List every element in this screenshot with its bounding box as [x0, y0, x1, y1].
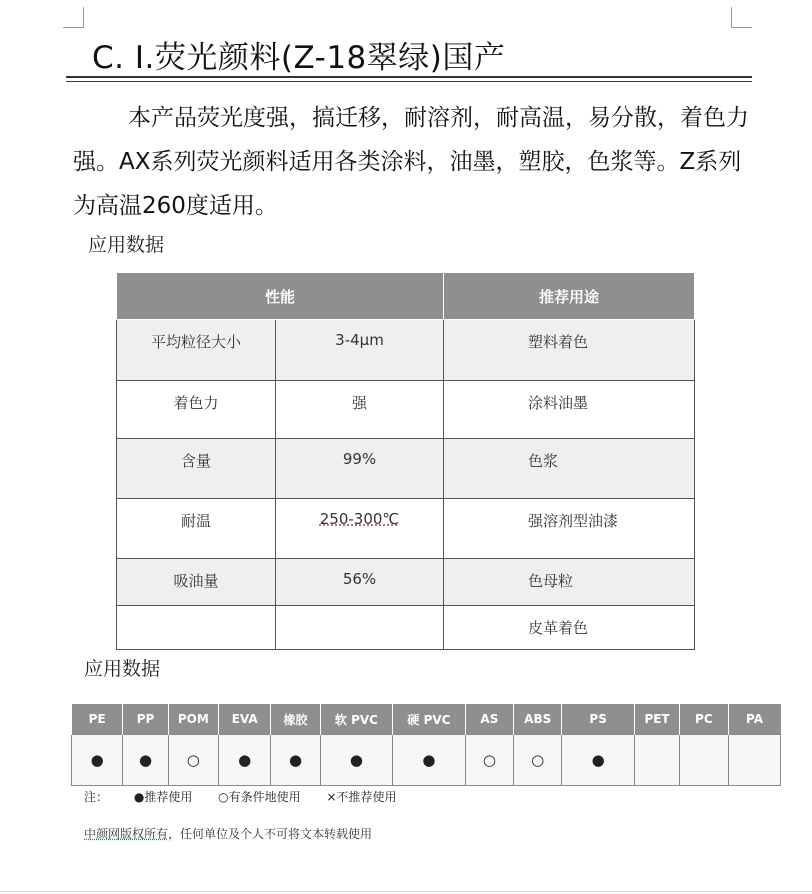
usage-cell: 涂料油墨 [444, 381, 695, 439]
column-header: 橡胶 [271, 704, 320, 735]
usage-cell: 强溶剂型油漆 [444, 499, 695, 559]
properties-table [116, 272, 695, 650]
usage-cell: 色母粒 [444, 559, 695, 606]
property-name: 平均粒径大小 [117, 320, 276, 381]
usage-cell: 皮革着色 [444, 606, 695, 650]
table-row [117, 559, 695, 606]
header-usage: 推荐用途 [444, 273, 695, 320]
title-divider-thin [66, 81, 752, 82]
header-performance: 性能 [117, 273, 444, 320]
properties-header-row [117, 273, 695, 320]
suitability-mark: ● [271, 735, 320, 786]
legend-conditional: ○有条件地使用 [218, 790, 301, 804]
usage-cell: 塑料着色 [444, 320, 695, 381]
section-heading-applications: 应用数据 [84, 658, 161, 680]
page-corner-mark-left [63, 7, 84, 28]
copyright-text: ，任何单位及个人不可将文本转载使用 [168, 827, 373, 841]
property-value: 56% [276, 559, 444, 606]
property-name: 着色力 [117, 381, 276, 439]
suitability-mark [728, 735, 780, 786]
suitability-mark: ● [393, 735, 466, 786]
suitability-mark: ● [72, 735, 123, 786]
usage-cell: 色浆 [444, 439, 695, 499]
property-name [117, 606, 276, 650]
page-corner-mark-right [731, 7, 752, 28]
property-name: 吸油量 [117, 559, 276, 606]
column-header: 软 PVC [320, 704, 393, 735]
column-header: PA [728, 704, 780, 735]
legend-not-recommended: ×不推荐使用 [326, 790, 397, 804]
table-row [117, 439, 695, 499]
column-header: POM [168, 704, 218, 735]
title-divider [66, 76, 752, 78]
copyright-notice [84, 825, 372, 842]
suitability-mark: ○ [514, 735, 562, 786]
suitability-mark: ○ [465, 735, 513, 786]
column-header: PP [123, 704, 168, 735]
note-label: 注： [84, 790, 109, 804]
section-heading-properties: 应用数据 [88, 234, 165, 256]
suitability-mark [634, 735, 679, 786]
page-bottom-border [0, 891, 812, 892]
legend-recommended: ●推荐使用 [133, 790, 193, 804]
suitability-mark: ○ [168, 735, 218, 786]
column-header: EVA [219, 704, 271, 735]
intro-paragraph: 本产品荧光度强，搞迁移，耐溶剂，耐高温，易分散，着色力强。AX系列荧光颜料适用各类涂料，油墨，塑胶，色浆等。Z系列为高温260度适用。 [73, 105, 749, 219]
table-row [117, 320, 695, 381]
table-row [117, 606, 695, 650]
suitability-mark: ● [219, 735, 271, 786]
applications-table [71, 704, 781, 786]
suitability-mark [680, 735, 728, 786]
legend-note [84, 788, 419, 805]
suitability-mark: ● [320, 735, 393, 786]
copyright-brand: 中颜网版权所有 [84, 827, 169, 841]
property-value: 3-4μm [276, 320, 444, 381]
page-title: C. I.荧光颜料(Z-18翠绿)国产 [92, 40, 506, 76]
property-name: 耐温 [117, 499, 276, 559]
property-value: 强 [276, 381, 444, 439]
column-header: PC [680, 704, 728, 735]
column-header: ABS [514, 704, 562, 735]
applications-marks-row [72, 735, 781, 786]
applications-header-row [72, 704, 781, 735]
property-name: 含量 [117, 439, 276, 499]
temperature-value: 250-300℃ [319, 510, 400, 528]
suitability-mark: ● [123, 735, 168, 786]
property-value [276, 499, 444, 559]
column-header: AS [465, 704, 513, 735]
table-row [117, 499, 695, 559]
property-value [276, 606, 444, 650]
column-header: PS [562, 704, 635, 735]
column-header: PE [72, 704, 123, 735]
property-value: 99% [276, 439, 444, 499]
suitability-mark: ● [562, 735, 635, 786]
table-row [117, 381, 695, 439]
column-header: PET [634, 704, 679, 735]
column-header: 硬 PVC [393, 704, 466, 735]
